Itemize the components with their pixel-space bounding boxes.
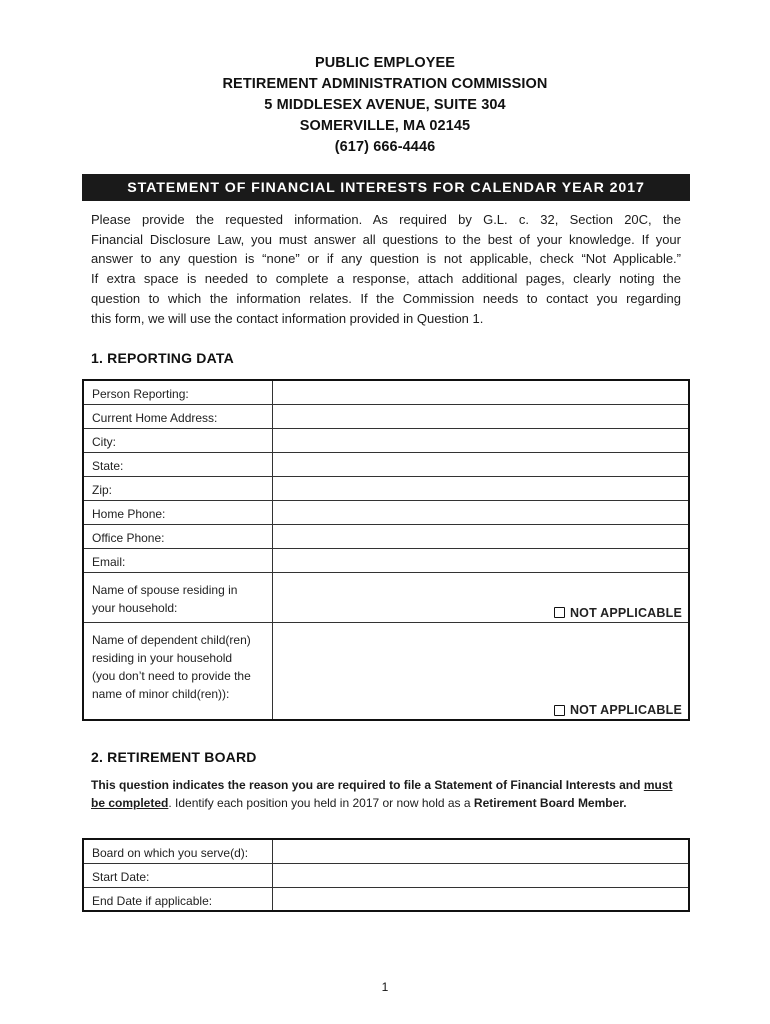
board-intro-bold: This question indicates the reason you are required to file a Statement of Financial Interests and [91, 778, 641, 792]
form-title: STATEMENT OF FINANCIAL INTERESTS FOR CALENDAR YEAR 2017 [82, 174, 690, 201]
state-field[interactable] [272, 452, 689, 476]
intro-line: question to which the information relates. If the Commission needs to contact you regarding [91, 290, 681, 306]
state-label: State: [83, 452, 272, 476]
zip-field[interactable] [272, 476, 689, 500]
table-row [83, 572, 689, 622]
checkbox-icon[interactable] [554, 705, 565, 716]
page-number: 1 [381, 980, 389, 994]
intro-paragraph [91, 210, 681, 328]
intro-line: answer to any question is “none” or if any question is not applicable, check “Not Applicable.” [91, 251, 681, 267]
board-label: Board on which you serve(d): [83, 839, 272, 863]
zip-label: Zip: [83, 476, 272, 500]
children-label-line: residing in your household [92, 650, 233, 665]
office-phone-label: Office Phone: [83, 524, 272, 548]
person-reporting-label: Person Reporting: [83, 380, 272, 404]
section-heading-retirement-board: 2. RETIREMENT BOARD [91, 749, 257, 765]
reporting-data-table [82, 379, 690, 721]
spouse-not-applicable[interactable] [554, 606, 682, 620]
children-label-line: (you don’t need to provide the [92, 668, 251, 683]
table-row [83, 863, 689, 887]
board-intro-paragraph [91, 776, 681, 812]
board-field[interactable] [272, 839, 689, 863]
board-intro-bold: Retirement Board [473, 796, 575, 810]
person-reporting-field[interactable] [272, 380, 689, 404]
table-row [83, 428, 689, 452]
table-row [83, 452, 689, 476]
table-row [83, 476, 689, 500]
children-not-applicable[interactable] [554, 703, 682, 717]
checkbox-icon[interactable] [554, 607, 565, 618]
board-intro-bold: Member. [577, 796, 627, 810]
intro-line: this form, we will use the contact information provided in Question 1. [91, 310, 484, 326]
table-row [83, 887, 689, 911]
home-address-field[interactable] [272, 404, 689, 428]
table-row [83, 404, 689, 428]
commission-header [0, 53, 770, 158]
office-phone-field[interactable] [272, 524, 689, 548]
start-date-label: Start Date: [83, 863, 272, 887]
table-row [83, 622, 689, 720]
not-applicable-label: NOT APPLICABLE [569, 605, 682, 620]
board-intro-text: . Identify each position you held in 2017 or now hold as a [168, 796, 474, 810]
header-line-1: PUBLIC EMPLOYEE [314, 55, 456, 71]
end-date-label: End Date if applicable: [83, 887, 272, 911]
spouse-label [83, 572, 272, 622]
intro-line: If extra space is needed to complete a response, attach additional pages, clearly noting the [91, 271, 681, 287]
intro-line: Financial Disclosure Law, you must answer all questions to the best of your knowledge. If your [91, 231, 681, 247]
children-label-line: name of minor child(ren)): [92, 686, 230, 701]
end-date-field[interactable] [272, 887, 689, 911]
email-label: Email: [83, 548, 272, 572]
table-row [83, 524, 689, 548]
board-intro-underline: must be completed [91, 778, 673, 810]
home-phone-label: Home Phone: [83, 500, 272, 524]
not-applicable-label: NOT APPLICABLE [569, 703, 682, 717]
spouse-field[interactable] [272, 572, 689, 622]
section-heading-reporting-data: 1. REPORTING DATA [91, 350, 234, 366]
dependent-children-label [83, 622, 272, 720]
table-row [83, 500, 689, 524]
table-row [83, 380, 689, 404]
intro-line: Please provide the requested information. As required by G.L. c. 32, Section 20C, the [91, 212, 681, 227]
children-label-line: Name of dependent child(ren) [92, 632, 251, 647]
start-date-field[interactable] [272, 863, 689, 887]
city-field[interactable] [272, 428, 689, 452]
home-address-label: Current Home Address: [83, 404, 272, 428]
table-row [83, 839, 689, 863]
spouse-label-line: your household: [92, 600, 178, 615]
dependent-children-field[interactable] [272, 622, 689, 720]
header-line-4: SOMERVILLE, MA 02145 [299, 118, 471, 134]
header-line-5: (617) 666-4446 [334, 139, 436, 155]
spouse-label-line: Name of spouse residing in [92, 582, 238, 597]
retirement-board-table [82, 838, 690, 912]
header-line-3: 5 MIDDLESEX AVENUE, SUITE 304 [264, 97, 506, 113]
email-field[interactable] [272, 548, 689, 572]
header-line-2: RETIREMENT ADMINISTRATION COMMISSION [222, 76, 548, 92]
table-row [83, 548, 689, 572]
city-label: City: [83, 428, 272, 452]
home-phone-field[interactable] [272, 500, 689, 524]
